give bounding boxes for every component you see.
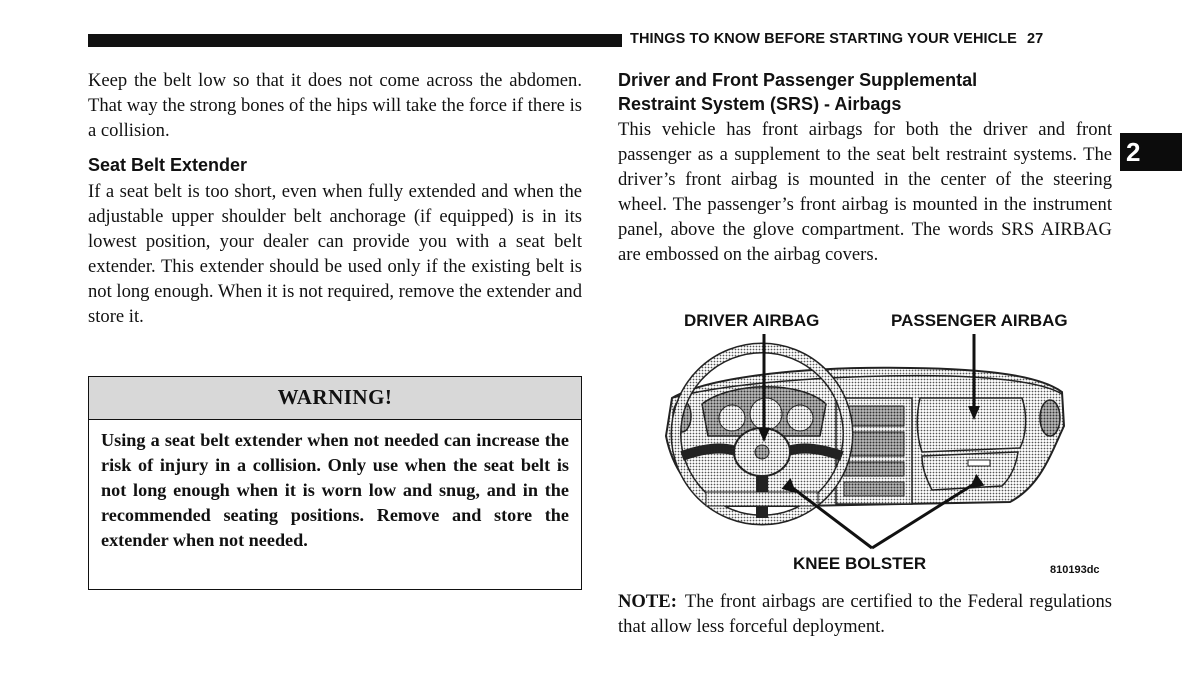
warning-title: WARNING! xyxy=(89,377,581,420)
header-rule xyxy=(88,34,622,47)
note-text: The front airbags are certified to the Federal regulations that allow less forceful deployment. xyxy=(618,591,1112,637)
glove-compartment xyxy=(922,452,1018,490)
airbags-heading-line2: Restraint System (SRS) - Airbags xyxy=(618,94,902,114)
airbags-heading xyxy=(618,68,1112,116)
figure-code: 810193dc xyxy=(1050,564,1100,576)
note-label: NOTE: xyxy=(618,591,677,612)
seat-belt-extender-heading: Seat Belt Extender xyxy=(88,155,248,175)
airbags-paragraph: This vehicle has front airbags for both the driver and front passenger as a supplement to the seat belt restraint systems. The driver’s front airbag is mounted in the center of the steering wheel. The passenger’s front airbag is mounted in the instrument panel, above the glove compartment. The words SRS AIRBAG are embossed on the airbag covers. xyxy=(618,119,1112,265)
knee-bolster-label: KNEE BOLSTER xyxy=(793,554,927,573)
side-vent xyxy=(1040,400,1060,436)
header-title: THINGS TO KNOW BEFORE STARTING YOUR VEHICLE xyxy=(630,31,1017,47)
intro-paragraph: Keep the belt low so that it does not come across the abdomen. That way the strong bones of the hips will take the force if there is a collision. xyxy=(88,70,582,141)
note-paragraph xyxy=(618,589,1112,639)
warning-body: Using a seat belt extender when not needed can increase the risk of injury in a collision. Only use when the seat belt is not long enough when it is worn low and snug, and in the recommended seating positions. Remove and store the extender when not needed. xyxy=(101,430,569,550)
page-number: 27 xyxy=(1026,31,1044,47)
seat-belt-extender-paragraph: If a seat belt is too short, even when fully extended and when the adjustable upper shoulder belt anchorage (if equipped) is in its lowest position, your dealer can provide you with a seat belt extender. This extender should be used only if the existing belt is not long enough. When it is not required, remove the extender and store it. xyxy=(88,181,582,327)
dashboard-figure xyxy=(650,306,1120,582)
driver-airbag-label: DRIVER AIRBAG xyxy=(684,311,820,330)
chapter-tab: 2 xyxy=(1120,133,1182,171)
passenger-airbag-label: PASSENGER AIRBAG xyxy=(891,311,1068,330)
dashboard-illustration xyxy=(650,306,1120,582)
running-header xyxy=(630,31,1114,47)
airbags-heading-line1: Driver and Front Passenger Supplemental xyxy=(618,70,978,90)
warning-box xyxy=(88,376,582,590)
